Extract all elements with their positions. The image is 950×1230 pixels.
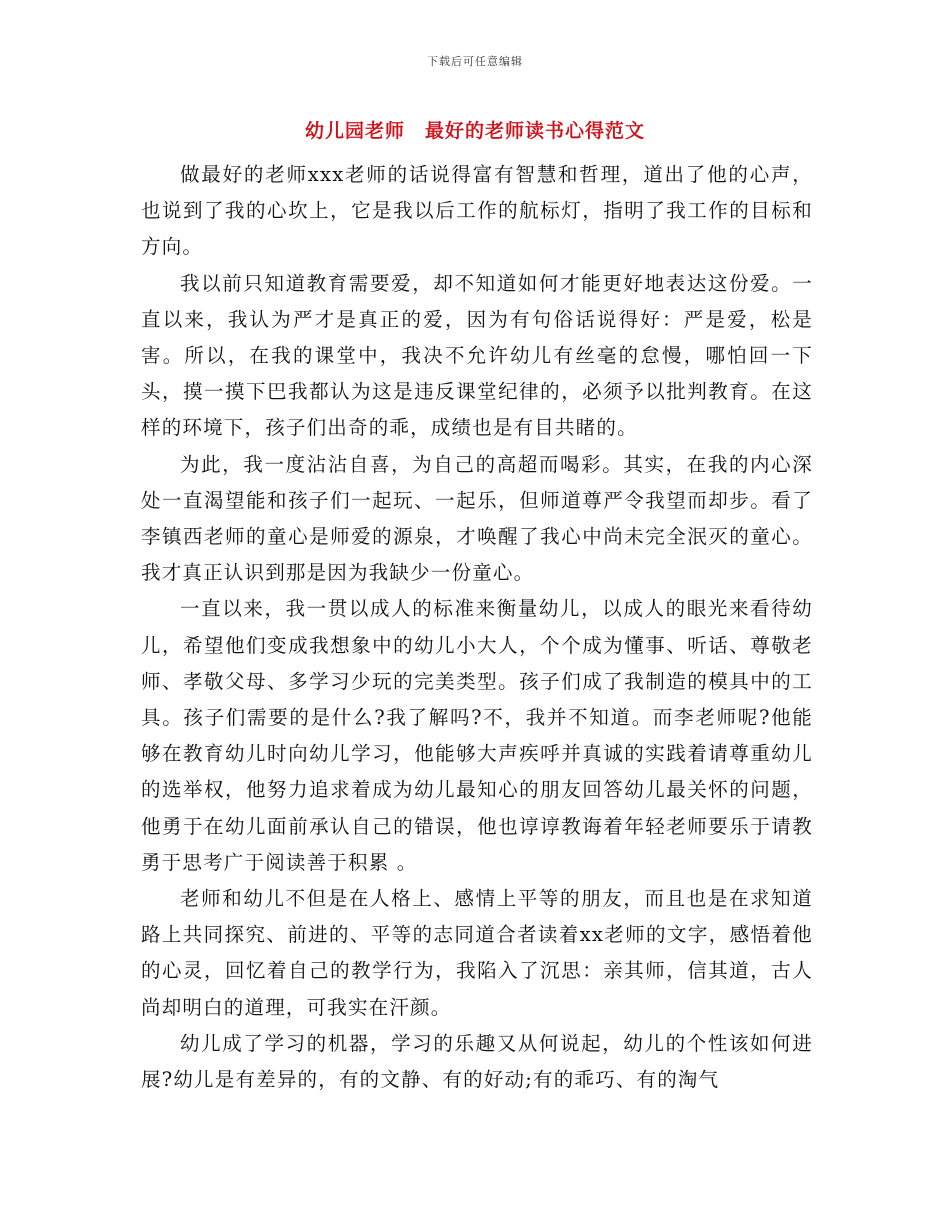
paragraph-2: 我以前只知道教育需要爱，却不知道如何才能更好地表达这份爱。一直以来，我认为严才是真正的爱，因为有句俗话说得好：严是爱，松是害。所以，在我的课堂中，我决不允许幼儿有丝毫的怠慢，哪怕回一下头，摸一摸下巴我都认为这是违反课堂纪律的，必须予以批判教育。在这样的环境下，孩子们出奇的乖，成绩也是有目共睹的。 bbox=[141, 271, 813, 440]
paragraph-6: 幼儿成了学习的机器，学习的乐趣又从何说起，幼儿的个性该如何进展?幼儿是有差异的，有的文静、有的好动;有的乖巧、有的淘气 bbox=[141, 1031, 813, 1092]
paragraph-4: 一直以来，我一贯以成人的标准来衡量幼儿，以成人的眼光来看待幼儿，希望他们变成我想象中的幼儿小大人，个个成为懂事、听话、尊敬老师、孝敬父母、多学习少玩的完美类型。孩子们成了我制造的模具中的工具。孩子们需要的是什么?我了解吗?不，我并不知道。而李老师呢?他能够在教育幼儿时向幼儿学习，他能够大声疾呼并真诚的实践着请尊重幼儿的选举权，他努力追求着成为幼儿最知心的朋友回答幼儿最关怀的问题，他勇于在幼儿面前承认自己的错误，他也谆谆教诲着年轻老师要乐于请教勇于思考广于阅读善于积累 。 bbox=[141, 597, 813, 874]
header-note: 下载后可任意编辑 bbox=[427, 55, 523, 68]
paragraph-1: 做最好的老师xxx老师的话说得富有智慧和哲理，道出了他的心声，也说到了我的心坎上，它是我以后工作的航标灯，指明了我工作的目标和方向。 bbox=[141, 163, 813, 259]
document-body bbox=[141, 157, 813, 1098]
document-title: 幼儿园老师 最好的老师读书心得范文 bbox=[304, 120, 645, 142]
paragraph-3: 为此，我一度沾沾自喜，为自己的高超而喝彩。其实，在我的内心深处一直渴望能和孩子们一起玩、一起乐，但师道尊严令我望而却步。看了李镇西老师的童心是师爱的源泉，才唤醒了我心中尚未完全泯灭的童心。我才真正认识到那是因为我缺少一份童心。 bbox=[141, 452, 813, 585]
paragraph-5: 老师和幼儿不但是在人格上、感情上平等的朋友，而且也是在求知道路上共同探究、前进的、平等的志同道合者读着xx老师的文字，感悟着他的心灵，回忆着自己的教学行为，我陷入了沉思：亲其师，信其道，古人尚却明白的道理，可我实在汗颜。 bbox=[141, 887, 813, 1019]
